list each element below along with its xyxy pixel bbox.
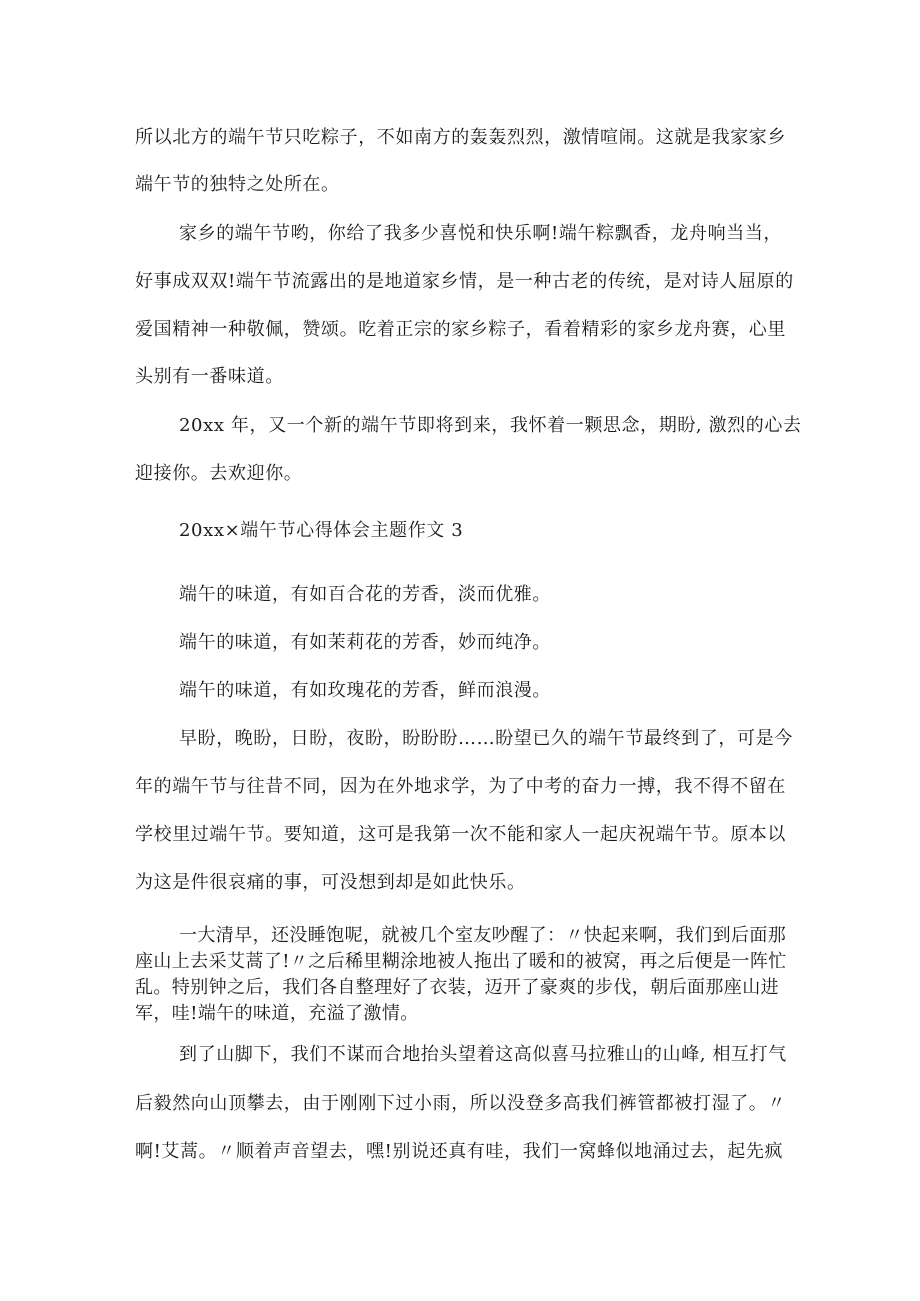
paragraph-5-line-2: 座山上去采艾蒿了!〃之后稀里糊涂地被人拖出了暖和的被窝，再之后便是一阵忙 xyxy=(135,951,787,972)
verse-line-1: 端午的味道，有如百合花的芳香，淡而优雅。 xyxy=(179,584,551,605)
paragraph-1-line-2: 端午节的独特之处所在。 xyxy=(135,174,340,195)
paragraph-4-line-4: 为这是件很哀痛的事，可没想到却是如此快乐。 xyxy=(135,872,526,893)
paragraph-1-line-1: 所以北方的端午节只吃粽子，不如南方的轰轰烈烈，激情喧闹。这就是我家家乡 xyxy=(135,127,786,148)
paragraph-4-line-3: 学校里过端午节。要知道，这可是我第一次不能和家人一起庆祝端午节。原本以 xyxy=(135,824,786,845)
paragraph-2-line-2: 好事成双双!端午节流露出的是地道家乡情，是一种古老的传统，是对诗人屈原的 xyxy=(135,271,794,292)
paragraph-5-line-3: 乱。特别钟之后，我们各自整理好了衣装，迈开了豪爽的步伐，朝后面那座山进 xyxy=(135,977,779,998)
paragraph-4-line-1: 早盼，晚盼，日盼，夜盼，盼盼盼……盼望已久的端午节最终到了，可是今 xyxy=(179,728,793,749)
paragraph-4-line-2: 年的端午节与往昔不同，因为在外地求学，为了中考的奋力一搏，我不得不留在 xyxy=(135,776,786,797)
paragraph-2-line-3: 爱国精神一种敬佩，赞颂。吃着正宗的家乡粽子，看着精彩的家乡龙舟赛，心里 xyxy=(135,319,786,340)
paragraph-2-line-1: 家乡的端午节哟，你给了我多少喜悦和快乐啊!端午粽飘香，龙舟响当当， xyxy=(179,223,783,244)
paragraph-2-line-4: 头别有一番味道。 xyxy=(135,366,284,387)
paragraph-5-line-1: 一大清早，还没睡饱呢，就被几个室友吵醒了：〃快起来啊，我们到后面那 xyxy=(179,925,787,946)
paragraph-5-line-4: 军，哇!端午的味道，充溢了激情。 xyxy=(135,1003,419,1024)
verse-line-3: 端午的味道，有如玫瑰花的芳香，鲜而浪漫。 xyxy=(179,680,551,701)
paragraph-6-line-1: 到了山脚下，我们不谋而合地抬头望着这高似喜马拉雅山的山峰, 相互打气 xyxy=(179,1044,787,1065)
paragraph-6-line-2: 后毅然向山顶攀去，由于刚刚下过小雨，所以没登多高我们裤管都被打湿了。〃 xyxy=(135,1093,786,1114)
section-heading: 20xx×端午节心得体会主题作文 3 xyxy=(179,520,464,541)
paragraph-3-line-2: 迎接你。去欢迎你。 xyxy=(135,463,303,484)
verse-line-2: 端午的味道，有如茉莉花的芳香，妙而纯净。 xyxy=(179,632,551,653)
paragraph-3-line-1: 20xx 年，又一个新的端午节即将到来，我怀着一颗思念，期盼, 激烈的心去 xyxy=(179,415,802,436)
paragraph-6-line-3: 啊!艾蒿。〃顺着声音望去，嘿!别说还真有哇，我们一窝蜂似地涌过去，起先疯 xyxy=(135,1141,784,1162)
